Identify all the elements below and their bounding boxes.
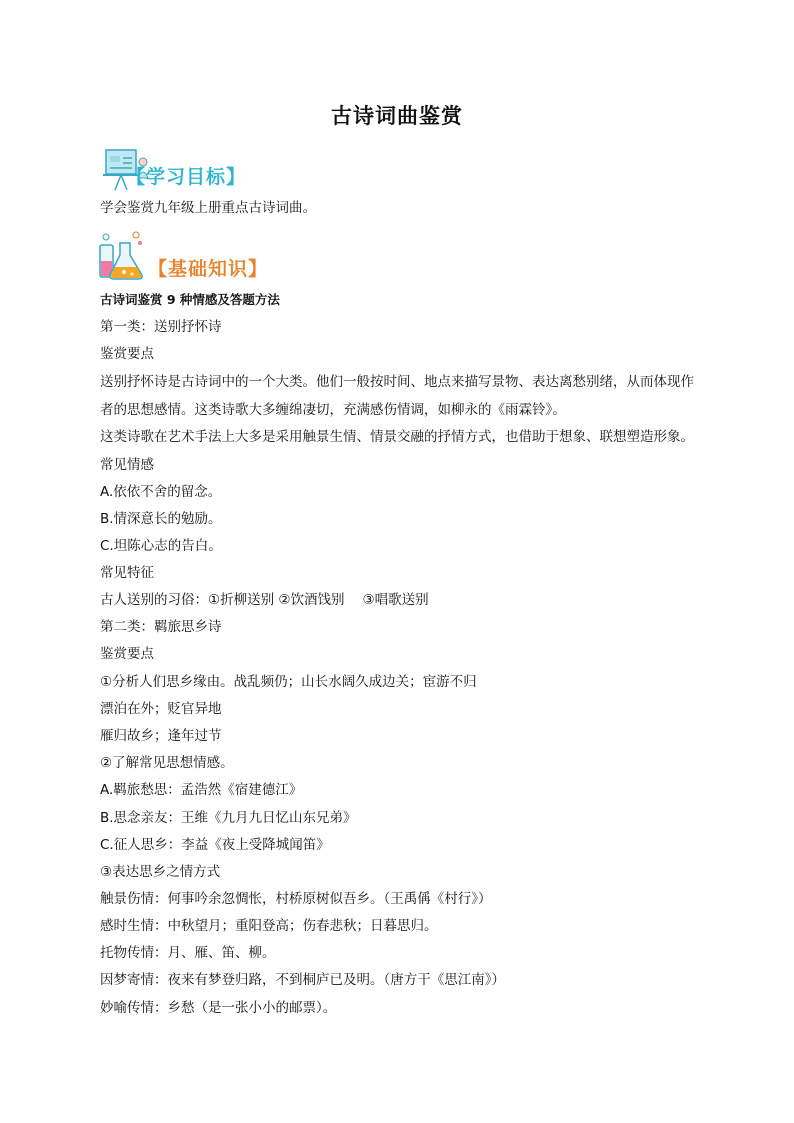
text-line: 鉴赏要点 [100, 646, 154, 662]
section-basic-knowledge [96, 231, 316, 283]
section-learning-goal [103, 148, 303, 194]
text-line: C.征人思乡：李益《夜上受降城闻笛》 [100, 837, 330, 853]
text-line: 漂泊在外；贬官异地 [100, 701, 222, 717]
text-line: ③表达思乡之情方式 [100, 864, 221, 880]
text-line: 鉴赏要点 [100, 346, 154, 362]
text-line: C.坦陈心志的告白。 [100, 538, 222, 554]
goal-text: 学会鉴赏九年级上册重点古诗词曲。 [100, 200, 316, 216]
text-line: 这类诗歌在艺术手法上大多是采用触景生情、情景交融的抒情方式，也借助于想象、联想塑造形象。 [100, 429, 694, 445]
text-line: 第二类：羁旅思乡诗 [100, 619, 222, 635]
text-line: ①分析人们思乡缘由。战乱频仍；山长水阔久成边关；宦游不归 [100, 674, 477, 690]
text-line: 者的思想感情。这类诗歌大多缠绵凄切，充满感伤情调，如柳永的《雨霖铃》。 [100, 402, 566, 418]
text-line: 常见特征 [100, 565, 154, 581]
text-line: 妙喻传情：乡愁（是一张小小的邮票）。 [100, 1000, 337, 1016]
text-line: 送别抒怀诗是古诗词中的一个大类。他们一般按时间、地点来描写景物、表达离愁别绪，从而体现作 [100, 374, 694, 390]
page-title: 古诗词曲鉴赏 [331, 103, 463, 128]
text-line: A.羁旅愁思：孟浩然《宿建德江》 [100, 782, 303, 798]
lab-flask-icon [96, 231, 146, 283]
custom-part-2: ③唱歌送别 [362, 592, 429, 608]
text-line: 雁归故乡；逢年过节 [100, 728, 222, 744]
text-line: B.思念亲友：王维《九月九日忆山东兄弟》 [100, 810, 357, 826]
text-line: ②了解常见思想情感。 [100, 755, 234, 771]
section-title-basic: 【基础知识】 [148, 258, 269, 280]
text-line: 感时生情：中秋望月；重阳登高；伤春悲秋；日暮思归。 [100, 918, 438, 934]
custom-part-1: 古人送别的习俗：①折柳送别 ②饮酒饯别 [100, 592, 345, 608]
text-line: 第一类：送别抒怀诗 [100, 319, 222, 335]
text-line: 因梦寄情：夜来有梦登归路，不到桐庐已及明。（唐方干《思江南》） [100, 972, 505, 988]
text-line: 触景伤情：何事吟余忽惆怅，村桥原树似吾乡。（王禹偁《村行》） [100, 891, 492, 907]
text-line: A.依依不舍的留念。 [100, 484, 222, 500]
section-heading: 古诗词鉴赏 9 种情感及答题方法 [100, 292, 280, 307]
text-line: B.情深意长的勉励。 [100, 511, 222, 527]
text-line: 托物传情：月、雁、笛、柳。 [100, 945, 276, 961]
section-title-goal: 【学习目标】 [126, 166, 247, 188]
text-line: 常见情感 [100, 457, 154, 473]
text-line [100, 591, 429, 609]
